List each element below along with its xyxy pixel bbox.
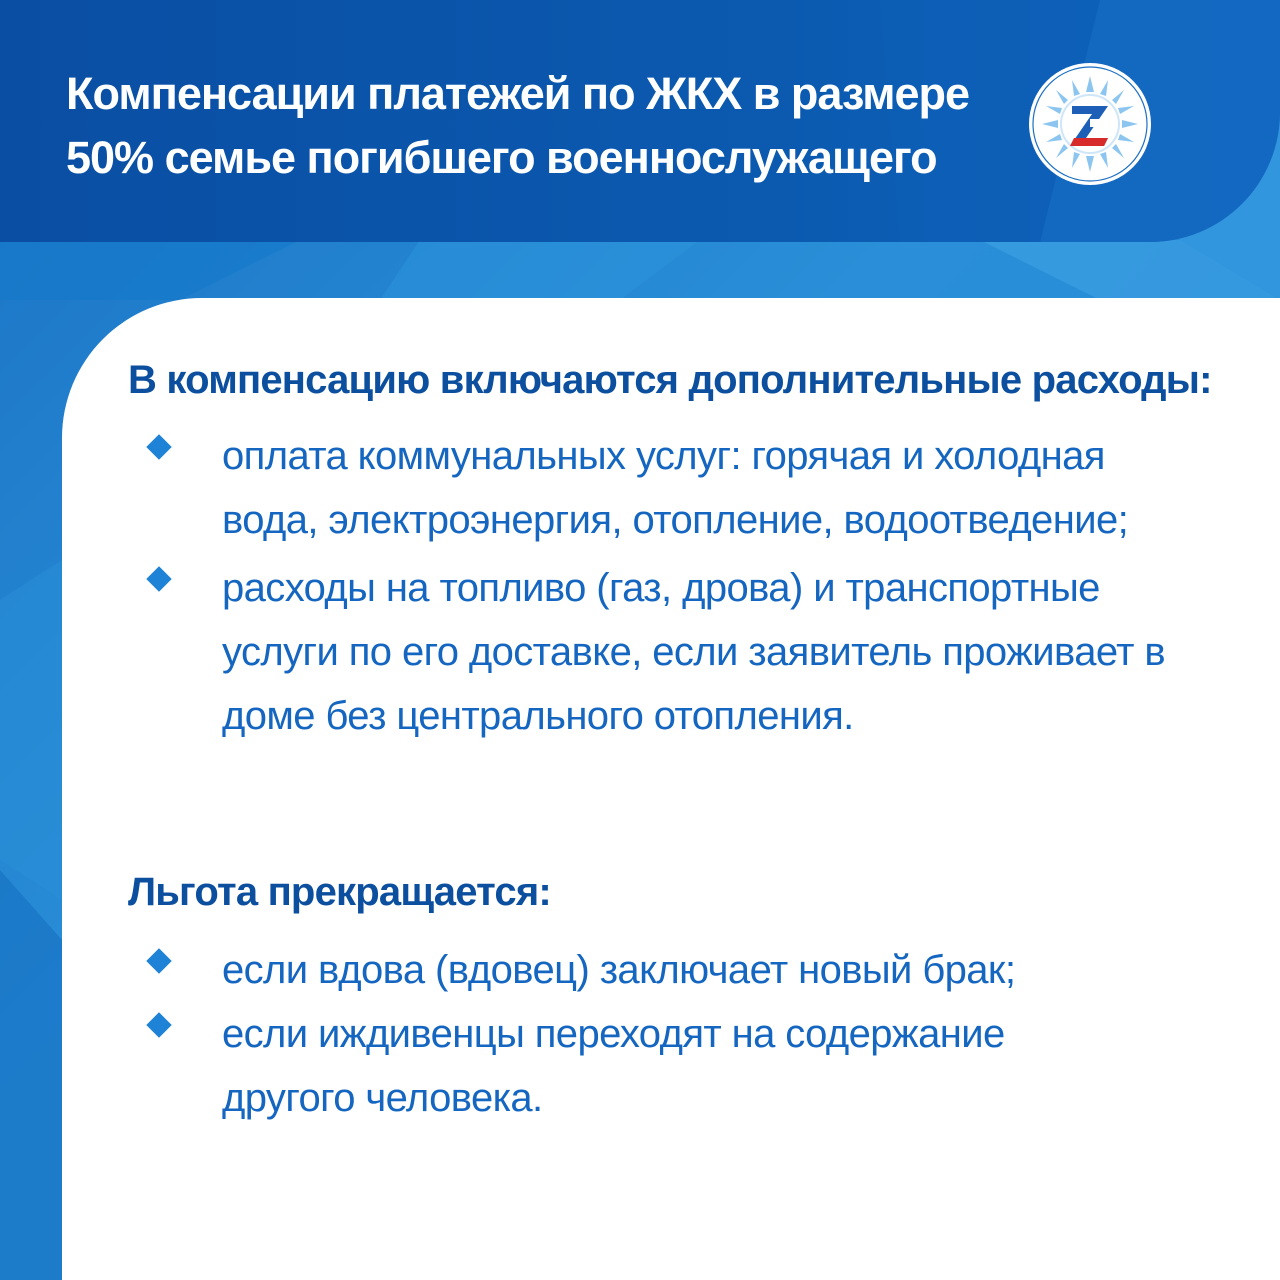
list-item-text: если вдова (вдовец) заключает новый брак;	[222, 948, 1016, 992]
section-heading-termination: Льгота прекращается:	[128, 870, 551, 914]
list-item	[150, 556, 1210, 748]
diamond-bullet-icon	[146, 434, 171, 459]
expenses-list	[150, 424, 1210, 748]
list-item-text: оплата коммунальных услуг: горячая и холодная вода, электроэнергия, отопление, водоотведение;	[222, 434, 1129, 542]
diamond-bullet-icon	[146, 1012, 171, 1037]
termination-list	[150, 938, 1210, 1130]
content-card	[62, 298, 1280, 1280]
list-item	[150, 424, 1210, 552]
list-item	[150, 938, 1210, 1002]
diamond-bullet-icon	[146, 566, 171, 591]
section-heading-expenses: В компенсацию включаются дополнительные расходы:	[128, 358, 1212, 402]
header-band	[0, 0, 1280, 242]
z-emblem-icon	[1028, 62, 1152, 186]
list-item	[150, 1002, 1210, 1130]
page-title: Компенсации платежей по ЖКХ в размере 50% семье погибшего военнослужащего	[66, 68, 970, 183]
list-item-text: расходы на топливо (газ, дрова) и транспортные услуги по его доставке, если заявитель проживает в доме без центрального отопления.	[222, 566, 1166, 738]
list-item-text: если иждивенцы переходят на содержание другого человека.	[222, 1012, 1005, 1120]
diamond-bullet-icon	[146, 948, 171, 973]
